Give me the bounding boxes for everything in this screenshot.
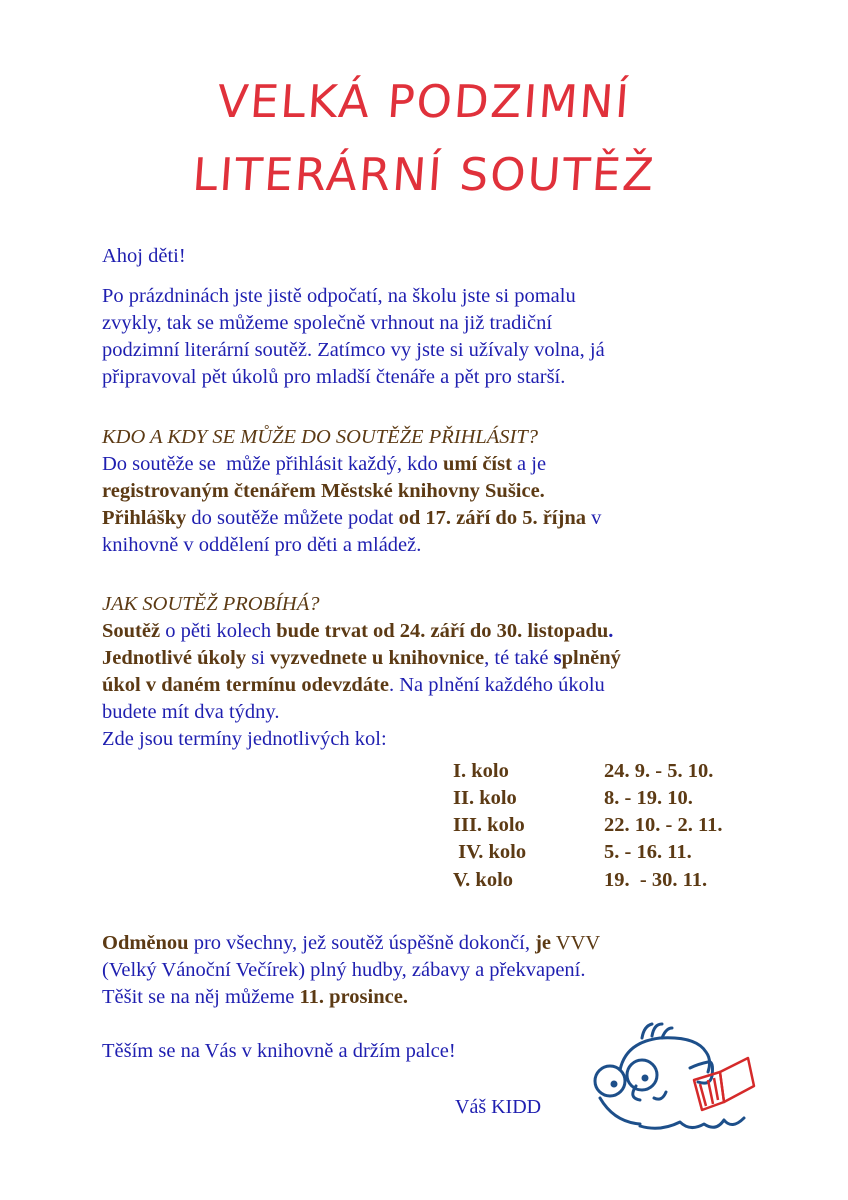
round-name: I. kolo — [453, 760, 509, 782]
text-run: . — [608, 620, 614, 642]
registration-line: knihovně v oddělení pro děti a mládež. — [102, 534, 422, 556]
scarf — [640, 1118, 744, 1128]
text-run: bude trvat od 24. září do 30. listopadu — [276, 620, 609, 642]
smile — [654, 1092, 666, 1099]
round-dates: 22. 10. - 2. 11. — [604, 814, 723, 836]
text-run: 11. prosince — [299, 986, 403, 1008]
intro-line: zvykly, tak se můžeme společně vrhnout na již tradiční — [102, 312, 553, 334]
chin — [600, 1098, 640, 1124]
greeting: Ahoj děti! — [102, 245, 186, 267]
reward-line — [102, 984, 408, 1011]
text-run: vyzvednete u knihovnice — [270, 647, 485, 669]
hair — [642, 1024, 672, 1038]
nose — [633, 1086, 640, 1100]
glasses-right — [627, 1060, 657, 1090]
text-run: Do soutěže se může přihlásit každý, kdo — [102, 453, 444, 475]
process-line — [102, 645, 621, 672]
process-line: Zde jsou termíny jednotlivých kol: — [102, 728, 387, 750]
text-run: o pěti kolech — [160, 620, 277, 642]
signature: Váš KIDD — [455, 1096, 542, 1118]
text-run: a je — [511, 453, 547, 475]
text-run: si — [246, 647, 271, 669]
process-line — [102, 672, 605, 699]
text-run: plněný — [561, 647, 621, 669]
text-run: Jednotlivé úkoly — [102, 647, 247, 669]
reward-line — [102, 930, 600, 957]
text-run: Těšit se na něj můžeme — [102, 986, 300, 1008]
text-run: je — [535, 932, 552, 954]
round-name: III. kolo — [453, 814, 525, 836]
intro-line: připravoval pět úkolů pro mladší čtenáře a pět pro starší. — [102, 366, 566, 388]
text-run: , té také — [484, 647, 554, 669]
text-run: . Na plnění každého úkolu — [389, 674, 605, 696]
title-line-1: VELKÁ PODZIMNÍ — [215, 75, 633, 128]
glasses-left — [595, 1066, 625, 1096]
section-heading-process: JAK SOUTĚŽ PROBÍHÁ? — [102, 593, 320, 615]
registration-line — [102, 451, 546, 478]
round-dates: 19. - 30. 11. — [604, 869, 708, 891]
closing-line: Těším se na Vás v knihovně a držím palce! — [102, 1040, 456, 1062]
process-line: budete mít dva týdny. — [102, 701, 280, 723]
round-dates: 8. - 19. 10. — [604, 787, 693, 809]
mascot-reading-book-icon — [590, 1018, 790, 1148]
intro-line: Po prázdninách jste jistě odpočatí, na školu jste si pomalu — [102, 285, 576, 307]
text-run: Přihlášky — [102, 507, 187, 529]
round-dates: 5. - 16. 11. — [604, 841, 692, 863]
text-run: v — [585, 507, 602, 529]
registration-line — [102, 505, 601, 532]
process-line — [102, 618, 613, 645]
text-run: VVV — [551, 932, 601, 954]
text-run: s — [553, 647, 562, 669]
round-name: IV. kolo — [453, 841, 527, 863]
title-line-2: LITERÁRNÍ SOUTĚŽ — [190, 148, 658, 201]
text-run: do soutěže můžete podat — [186, 507, 399, 529]
round-name: V. kolo — [453, 869, 514, 891]
registration-line: registrovaným čtenářem Městské knihovny Sušice. — [102, 480, 545, 502]
text-run: od 17. září do 5. října — [398, 507, 586, 529]
round-dates: 24. 9. - 5. 10. — [604, 760, 714, 782]
round-name: II. kolo — [453, 787, 517, 809]
text-run: . — [402, 986, 408, 1008]
section-heading-registration: KDO A KDY SE MŮŽE DO SOUTĚŽE PŘIHLÁSIT? — [102, 426, 539, 448]
text-run: Odměnou — [102, 932, 189, 954]
text-run: Soutěž — [102, 620, 161, 642]
text-run: umí číst — [443, 453, 512, 475]
reward-line: (Velký Vánoční Večírek) plný hudby, zábavy a překvapení. — [102, 959, 586, 981]
intro-line: podzimní literární soutěž. Zatímco vy jste si užívaly volna, já — [102, 339, 605, 361]
text-run: pro všechny, jež soutěž úspěšně dokončí, — [188, 932, 536, 954]
text-run: úkol v daném termínu odevzdáte — [102, 674, 389, 696]
book-right — [720, 1058, 754, 1102]
